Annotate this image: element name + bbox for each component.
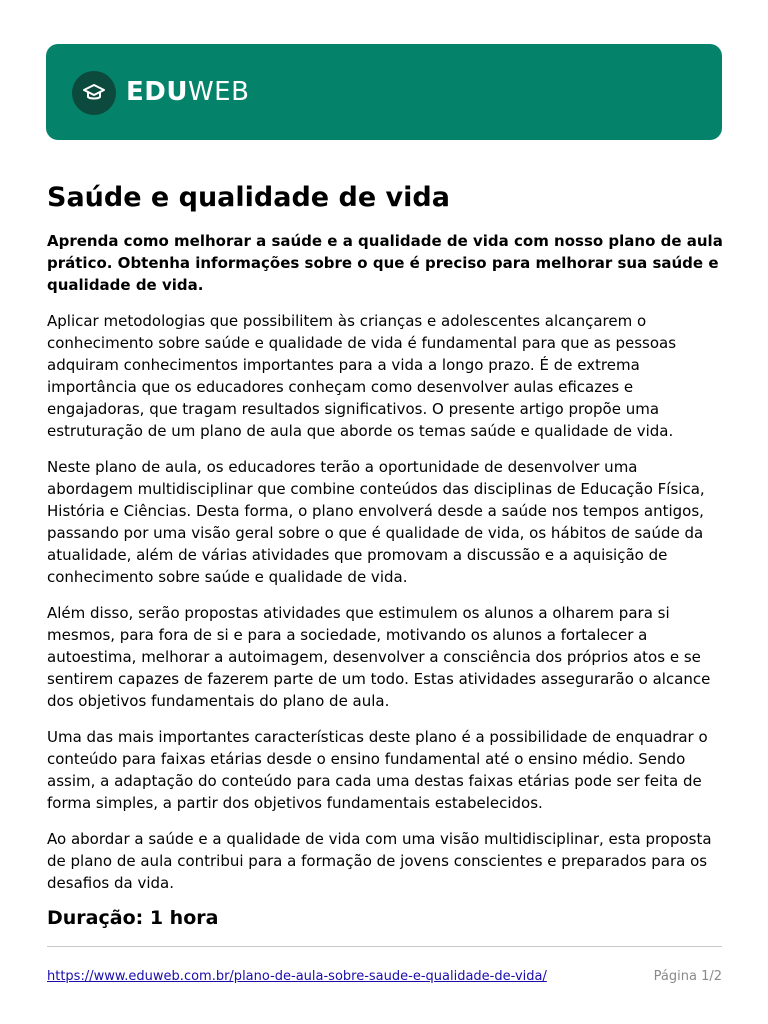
brand-logo[interactable] — [126, 77, 249, 107]
article-body — [47, 230, 727, 908]
brand-name-bold: EDU — [126, 77, 188, 107]
page-number: Página 1/2 — [653, 969, 722, 984]
source-url-link[interactable]: https://www.eduweb.com.br/plano-de-aula-sobre-saude-e-qualidade-de-vida/ — [47, 969, 547, 984]
intro-paragraph: Aprenda como melhorar a saúde e a qualidade de vida com nosso plano de aula prático. Obtenha informações sobre o que é preciso para melhorar sua saúde e qualidade de vida. — [47, 232, 723, 294]
logo-badge — [72, 71, 116, 115]
header-banner — [46, 44, 722, 140]
body-paragraph: Uma das mais importantes características deste plano é a possibilidade de enquadrar o conteúdo para faixas etárias desde o ensino fundamental até o ensino médio. Sendo assim, a adaptação do conteúdo para cada uma destas faixas etárias pode ser feita de forma simples, a partir dos objetivos fundamentais estabelecidos. — [47, 728, 708, 812]
body-paragraph: Ao abordar a saúde e a qualidade de vida com uma visão multidisciplinar, esta proposta de plano de aula contribui para a formação de jovens conscientes e preparados para os desafios da vida. — [47, 830, 712, 892]
body-paragraph: Neste plano de aula, os educadores terão a oportunidade de desenvolver uma abordagem multidisciplinar que combine conteúdos das disciplinas de Educação Física, História e Ciências. Desta forma, o plano envolverá desde a saúde nos tempos antigos, passando por uma visão geral sobre o que é qualidade de vida, os hábitos de saúde da atualidade, além de várias atividades que promovam a discussão e a aquisição de conhecimento sobre saúde e qualidade de vida. — [47, 458, 705, 586]
page-title: Saúde e qualidade de vida — [47, 182, 450, 213]
footer-divider — [47, 946, 722, 947]
graduation-cap-icon — [82, 82, 106, 104]
brand-name-light: WEB — [187, 77, 250, 107]
body-paragraph: Aplicar metodologias que possibilitem às crianças e adolescentes alcançarem o conhecimento sobre saúde e qualidade de vida é fundamental para que as pessoas adquiram conhecimentos importantes para a vida a longo prazo. É de extrema importância que os educadores conheçam como desenvolver aulas eficazes e engajadoras, que tragam resultados significativos. O presente artigo propõe uma estruturação de um plano de aula que aborde os temas saúde e qualidade de vida. — [47, 312, 677, 440]
duration-heading: Duração: 1 hora — [47, 907, 219, 929]
body-paragraph: Além disso, serão propostas atividades que estimulem os alunos a olharem para si mesmos, para fora de si e para a sociedade, motivando os alunos a fortalecer a autoestima, melhorar a autoimagem, desenvolver a consciência dos próprios atos e se sentirem capazes de fazerem parte de um todo. Estas atividades assegurarão o alcance dos objetivos fundamentais do plano de aula. — [47, 604, 711, 710]
